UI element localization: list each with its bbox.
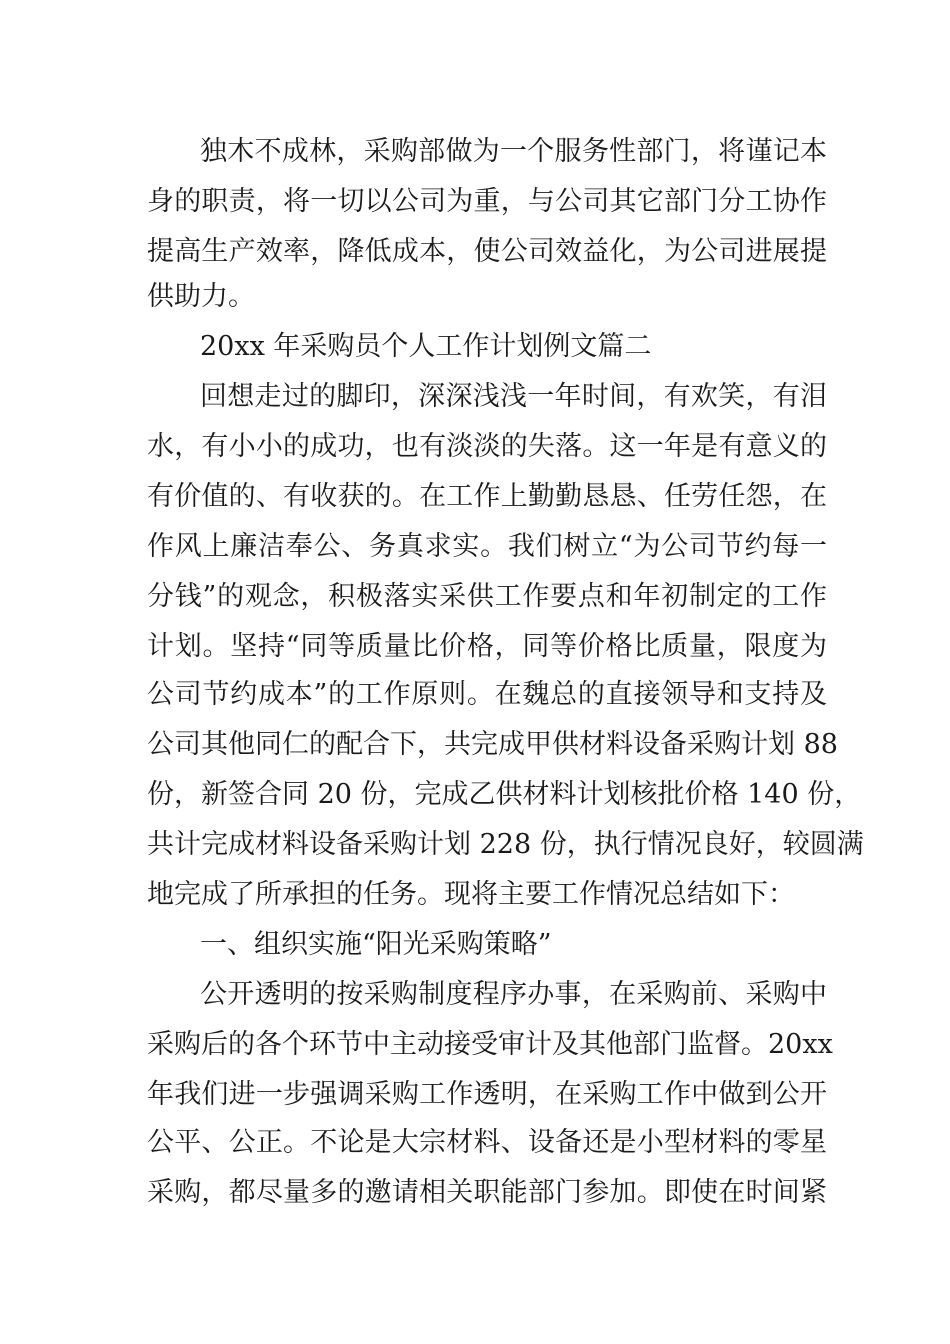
paragraph-3-line-4: 公平、公正。不论是大宗材料、设备还是小型材料的零星: [147, 1127, 827, 1158]
paragraph-2-line-3: 有价值的、有收获的。在工作上勤勤恳恳、任劳任怨，在: [147, 481, 827, 512]
paragraph-2-line-10: 共计完成材料设备采购计划 228 份，执行情况良好，较圆满: [147, 829, 864, 860]
paragraph-2-line-1: 回想走过的脚印，深深浅浅一年时间，有欢笑，有泪: [200, 381, 827, 412]
paragraph-1-line-4: 供助力。: [147, 281, 255, 312]
paragraph-2-line-11: 地完成了所承担的任务。现将主要工作情况总结如下：: [147, 879, 795, 910]
paragraph-2-line-5: 分钱”的观念，积极落实采供工作要点和年初制定的工作: [147, 581, 827, 612]
subsection-heading: 一、组织实施“阳光采购策略”: [200, 929, 552, 960]
paragraph-2-line-6: 计划。坚持“同等质量比价格，同等价格比质量，限度为: [147, 631, 827, 662]
paragraph-2-line-2: 水，有小小的成功，也有淡淡的失落。这一年是有意义的: [147, 431, 827, 462]
paragraph-2-line-9: 份，新签合同 20 份，完成乙供材料计划核批价格 140 份，: [147, 779, 862, 810]
paragraph-2-line-4: 作风上廉洁奉公、务真求实。我们树立“为公司节约每一: [147, 531, 827, 562]
paragraph-1-line-3: 提高生产效率，降低成本，使公司效益化，为公司进展提: [147, 236, 827, 267]
section-title: 20xx 年采购员个人工作计划例文篇二: [200, 331, 652, 362]
paragraph-1-line-2: 身的职责，将一切以公司为重，与公司其它部门分工协作: [147, 186, 827, 217]
paragraph-2-line-7: 公司节约成本”的工作原则。在魏总的直接领导和支持及: [147, 679, 827, 710]
paragraph-3-line-1: 公开透明的按采购制度程序办事，在采购前、采购中: [200, 979, 827, 1010]
paragraph-2-line-8: 公司其他同仁的配合下，共完成甲供材料设备采购计划 88: [147, 729, 838, 760]
paragraph-3-line-2: 采购后的各个环节中主动接受审计及其他部门监督。20xx: [147, 1029, 833, 1060]
paragraph-1-line-1: 独木不成林，采购部做为一个服务性部门，将谨记本: [200, 136, 827, 167]
paragraph-3-line-3: 年我们进一步强调采购工作透明，在采购工作中做到公开: [147, 1079, 827, 1110]
paragraph-3-line-5: 采购，都尽量多的邀请相关职能部门参加。即使在时间紧: [147, 1177, 827, 1208]
